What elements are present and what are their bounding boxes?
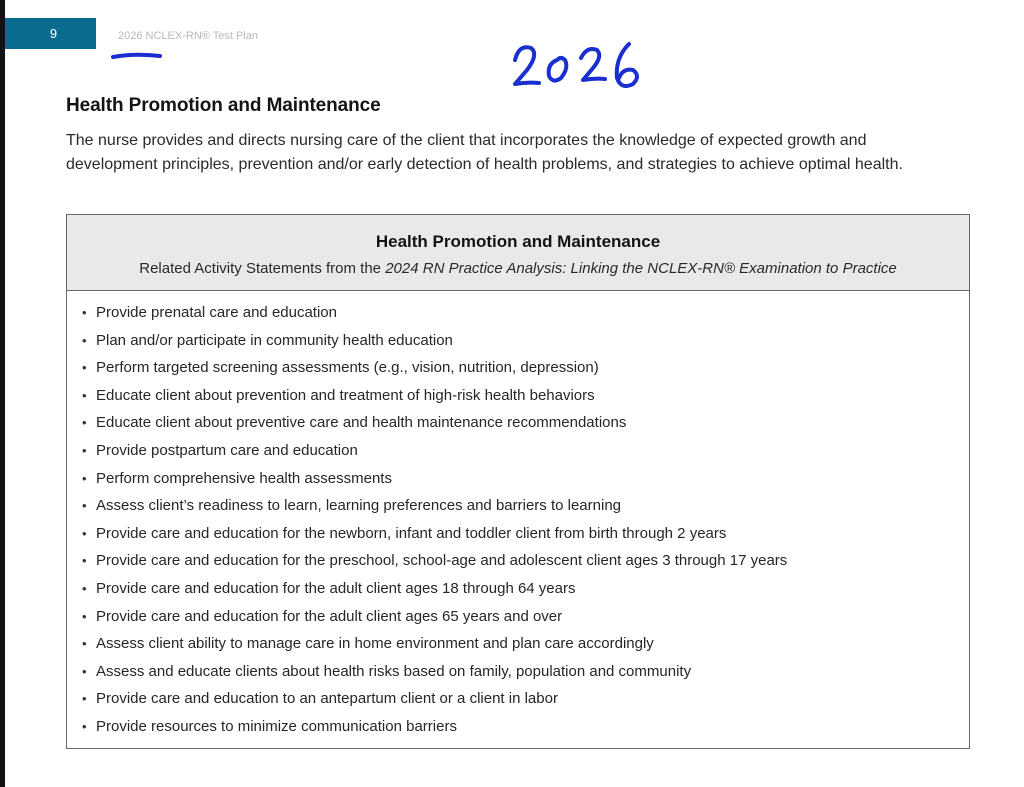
section-heading: Health Promotion and Maintenance <box>66 95 381 116</box>
list-item-text: Educate client about prevention and treatment of high-risk health behaviors <box>96 386 595 404</box>
list-item <box>67 524 969 552</box>
bullet-icon: • <box>82 636 87 652</box>
list-item-text: Provide care and education to an antepartum client or a client in labor <box>96 690 558 708</box>
list-item-text: Perform comprehensive health assessments <box>96 469 392 487</box>
bullet-icon: • <box>82 332 87 348</box>
list-item-text: Provide postpartum care and education <box>96 441 358 459</box>
list-item <box>67 689 969 717</box>
document-title: 2026 NCLEX-RN® Test Plan <box>118 30 258 42</box>
list-item <box>67 331 969 359</box>
bullet-icon: • <box>82 442 87 458</box>
handwritten-text: 2026 <box>505 38 508 39</box>
activity-statements-table <box>66 214 970 749</box>
list-item <box>67 386 969 414</box>
list-item-text: Perform targeted screening assessments (e.g., vision, nutrition, depression) <box>96 359 599 377</box>
list-item-text: Provide prenatal care and education <box>96 304 337 321</box>
bullet-icon: • <box>82 663 87 679</box>
list-item-text: Educate client about preventive care and health maintenance recommendations <box>96 414 627 432</box>
list-item-text: Plan and/or participate in community health education <box>96 331 453 349</box>
list-item <box>67 717 969 745</box>
list-item <box>67 441 969 469</box>
bullet-icon: • <box>82 580 87 596</box>
list-item-text: Assess and educate clients about health risks based on family, population and community <box>96 662 692 680</box>
table-subtitle-prefix: Related Activity Statements from the <box>139 260 386 277</box>
activity-list <box>67 291 969 745</box>
list-item <box>67 607 969 635</box>
list-item-text: Assess client ability to manage care in home environment and plan care accordingly <box>96 635 654 653</box>
bullet-icon: • <box>82 718 87 734</box>
page-number-badge <box>5 18 96 49</box>
list-item-text: Provide resources to minimize communication barriers <box>96 717 457 735</box>
list-item <box>67 496 969 524</box>
list-item <box>67 551 969 579</box>
window-edge <box>0 0 5 787</box>
page-number: 9 <box>49 26 58 41</box>
list-item <box>67 579 969 607</box>
list-item-text: Provide care and education for the adult client ages 18 through 64 years <box>96 579 576 597</box>
list-item <box>67 634 969 662</box>
list-item-text: Provide care and education for the newborn, infant and toddler client from birth through 2 years <box>96 524 727 542</box>
section-description: The nurse provides and directs nursing care of the client that incorporates the knowledge of expected growth and development principles, prevention and/or early detection of health problems, and strategies to achieve optimal health. <box>66 132 903 173</box>
list-item <box>67 358 969 386</box>
list-item-text: Assess client’s readiness to learn, learning preferences and barriers to learning <box>96 497 622 515</box>
table-subtitle-source: 2024 RN Practice Analysis: Linking the NCLEX-RN® Examination to Practice <box>385 260 897 277</box>
list-item <box>67 303 969 331</box>
table-header <box>67 215 969 291</box>
bullet-icon: • <box>82 415 87 431</box>
bullet-icon: • <box>82 470 87 486</box>
bullet-icon: • <box>82 608 87 624</box>
bullet-icon: • <box>82 360 87 376</box>
handwritten-underline <box>110 50 166 62</box>
bullet-icon: • <box>82 498 87 514</box>
bullet-icon: • <box>82 305 87 320</box>
bullet-icon: • <box>82 553 87 569</box>
bullet-icon: • <box>82 525 87 541</box>
list-item <box>67 413 969 441</box>
table-subtitle <box>67 260 969 277</box>
list-item-text: Provide care and education for the adult client ages 65 years and over <box>96 607 563 625</box>
handwritten-2026-annotation <box>505 38 655 98</box>
list-item <box>67 662 969 690</box>
list-item <box>67 469 969 497</box>
bullet-icon: • <box>82 691 87 707</box>
bullet-icon: • <box>82 387 87 403</box>
table-title: Health Promotion and Maintenance <box>375 232 661 251</box>
list-item-text: Provide care and education for the preschool, school-age and adolescent client ages 3 through 17 years <box>96 552 788 570</box>
